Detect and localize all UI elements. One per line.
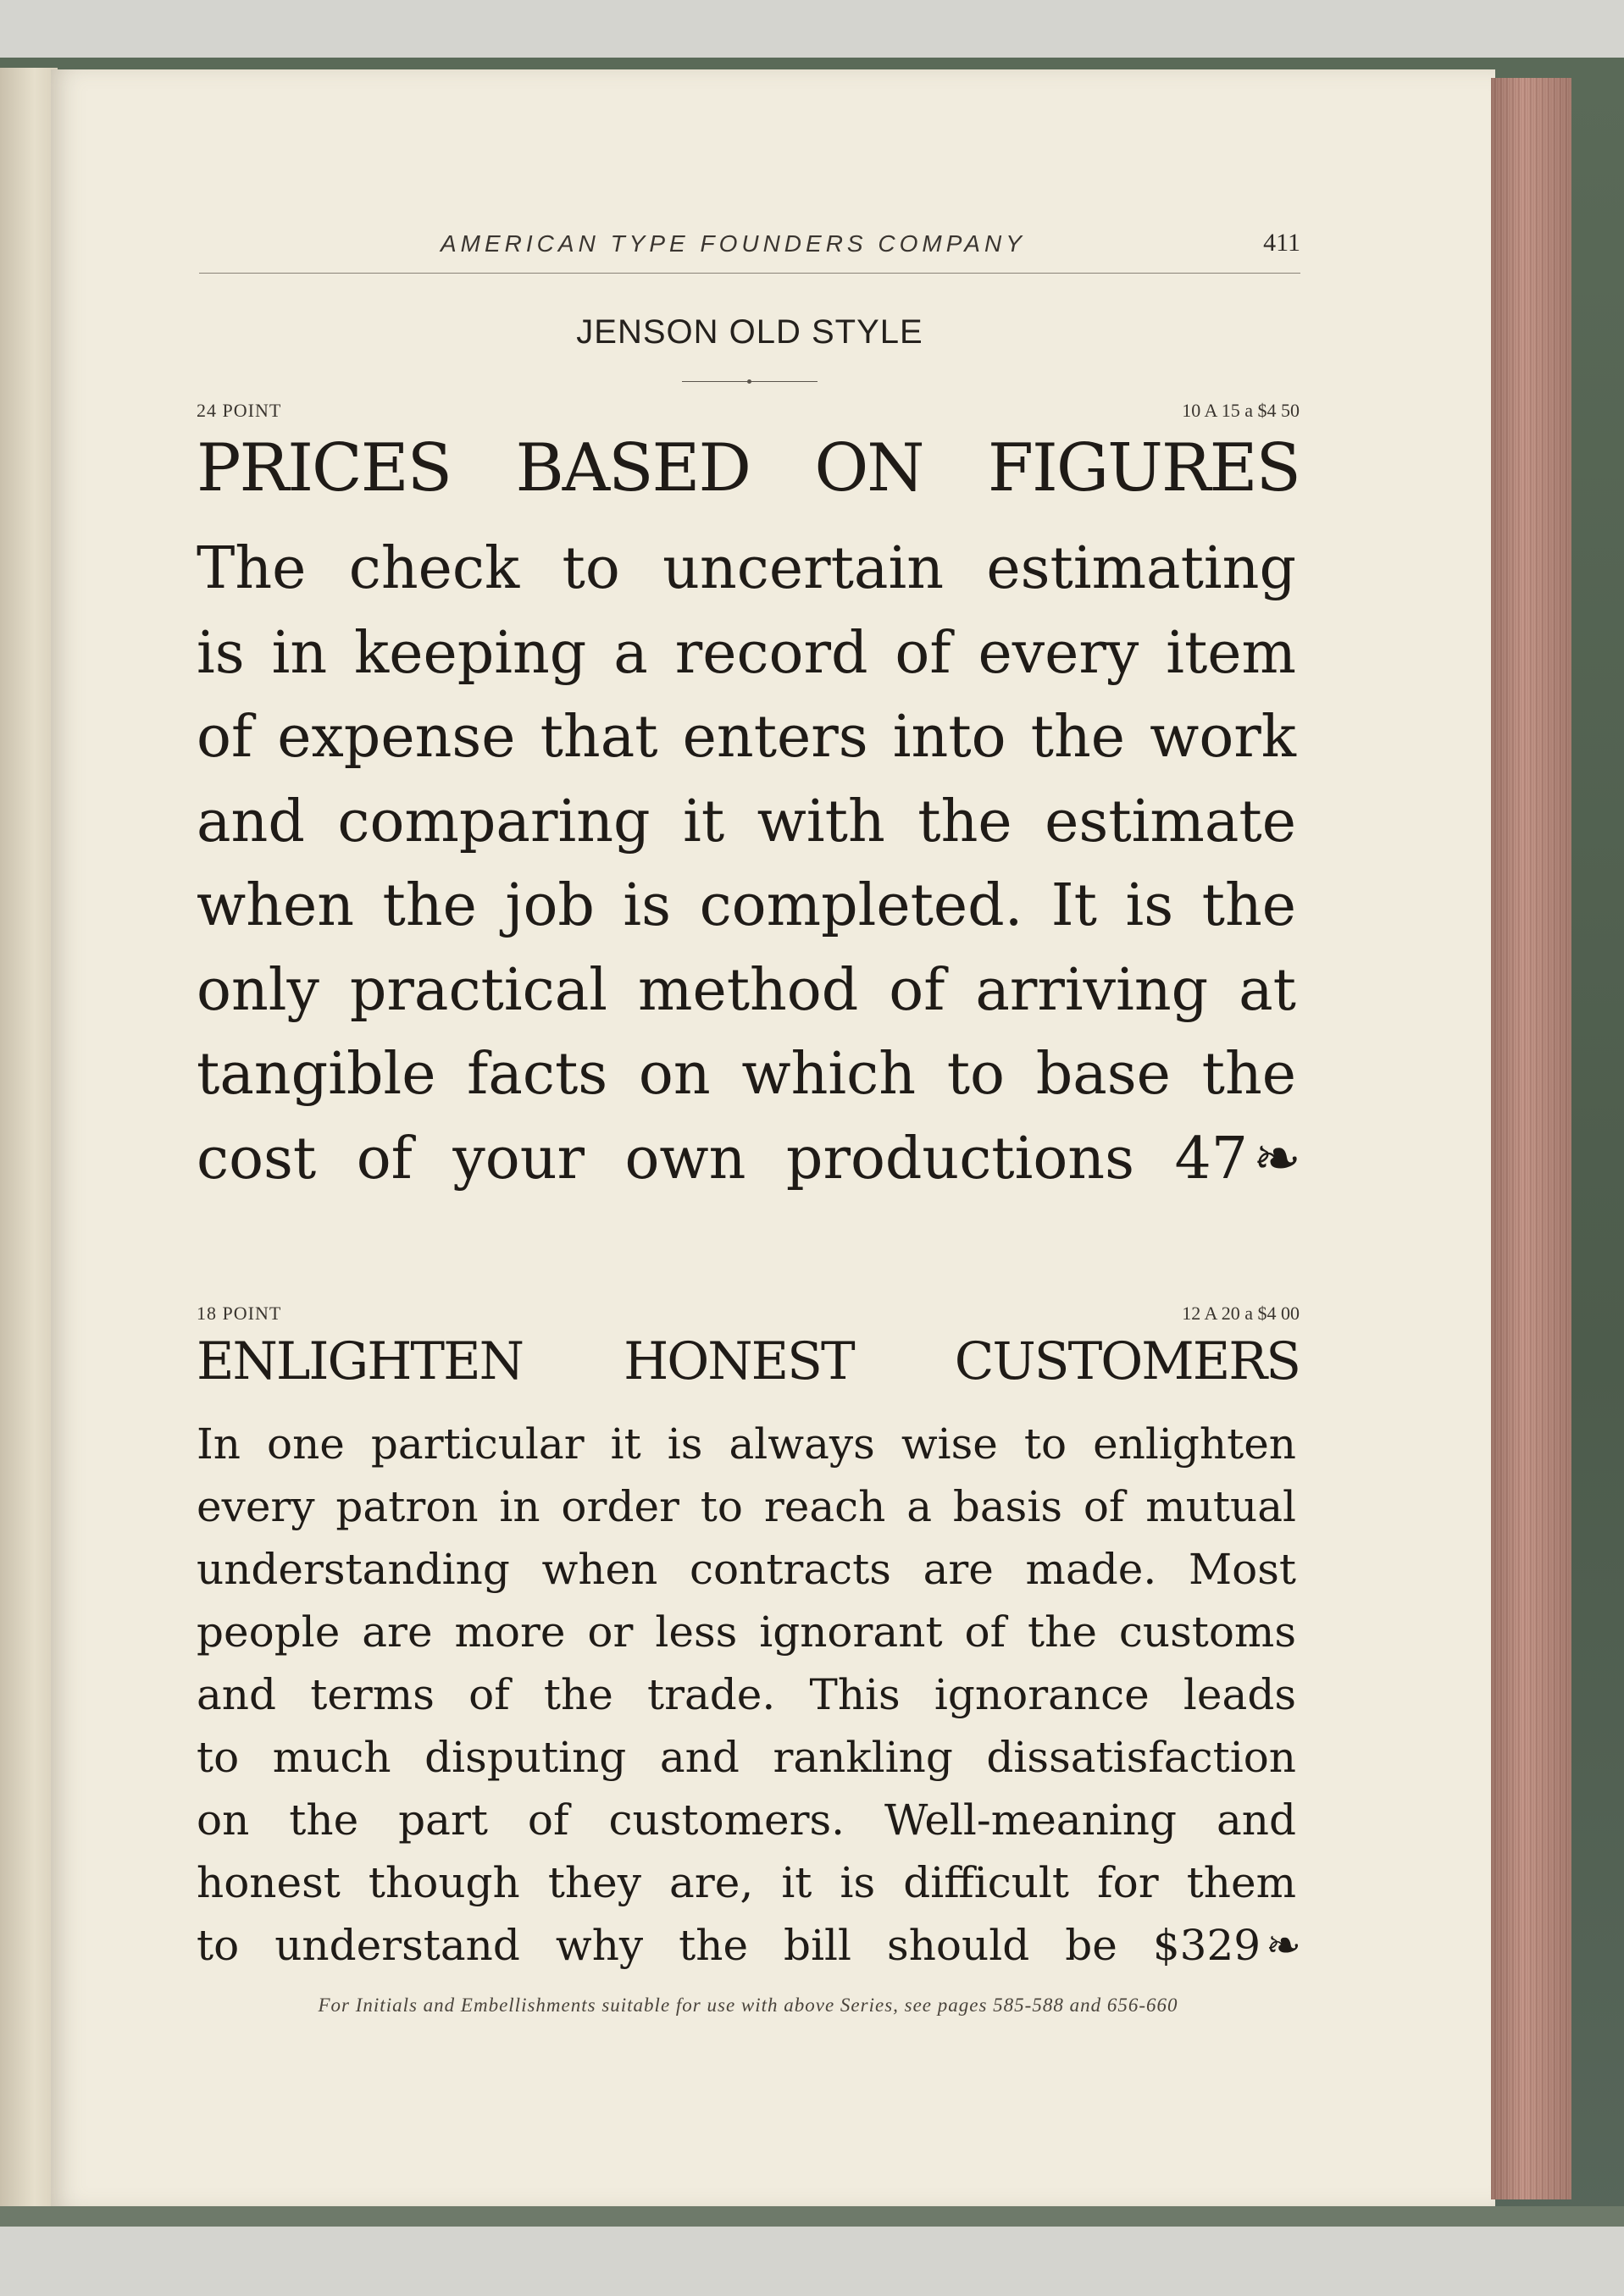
line-text: of expense that enters into the work xyxy=(197,704,1296,771)
facing-page-edge xyxy=(0,68,58,2215)
text-line xyxy=(197,527,1300,611)
fleuron-ornament-icon: ❧ xyxy=(1253,1125,1301,1192)
header-rule xyxy=(199,273,1300,274)
footnote: For Initials and Embellishments suitable for use with above Series, see pages 585-588 and 656-660 xyxy=(318,1994,1178,2016)
line-text: The check to uncertain estimating xyxy=(197,535,1296,602)
line-text: when the job is completed. It is the xyxy=(197,872,1296,939)
fleuron-ornament-icon: ❧ xyxy=(1266,1921,1301,1970)
line-text: In one particular it is always wise to enlighten xyxy=(197,1419,1296,1469)
spec-row-18 xyxy=(197,1303,1300,1328)
text-line xyxy=(197,1601,1300,1663)
line-text: people are more or less ignorant of the customs xyxy=(197,1607,1296,1657)
line-text: is in keeping a record of every item xyxy=(197,619,1296,687)
text-line xyxy=(197,1851,1300,1914)
size-label: 18 POINT xyxy=(197,1303,282,1324)
paragraph-24 xyxy=(197,527,1300,1201)
header-company: AMERICAN TYPE FOUNDERS COMPANY xyxy=(441,230,1026,257)
line-text: on the part of customers. Well-meaning and xyxy=(197,1795,1296,1845)
line-text: every patron in order to reach a basis of mutual xyxy=(197,1482,1296,1531)
text-line xyxy=(197,1914,1300,1977)
line-text: and terms of the trade. This ignorance leads xyxy=(197,1670,1296,1719)
text-line xyxy=(197,864,1300,949)
line-text: to understand why the bill should be $329 xyxy=(197,1921,1261,1970)
line-text: only practical method of arriving at xyxy=(197,956,1296,1024)
font-count: 12 A 20 a $4 00 xyxy=(1182,1303,1300,1324)
line-text: to much disputing and rankling dissatisfaction xyxy=(197,1733,1296,1782)
paragraph-18 xyxy=(197,1413,1300,1977)
text-line xyxy=(197,1475,1300,1538)
line-text: understanding when contracts are made. Most xyxy=(197,1545,1296,1594)
text-line xyxy=(197,1032,1300,1117)
headline-18: ENLIGHTEN HONEST CUSTOMERS xyxy=(197,1331,1300,1391)
text-line xyxy=(197,611,1300,696)
text-line xyxy=(197,1117,1300,1202)
text-line xyxy=(197,780,1300,865)
page-stack-shadow xyxy=(1491,78,1571,2199)
size-label: 24 POINT xyxy=(197,400,282,421)
text-line xyxy=(197,1789,1300,1851)
page-number: 411 xyxy=(1263,229,1300,257)
bottom-binding xyxy=(0,2206,1624,2227)
running-header xyxy=(199,230,1300,273)
text-line xyxy=(197,1413,1300,1475)
text-line xyxy=(197,1726,1300,1789)
line-text: honest though they are, it is difficult for them xyxy=(197,1858,1296,1907)
ornament-rule xyxy=(682,379,818,385)
text-line xyxy=(197,949,1300,1033)
text-line xyxy=(197,695,1300,780)
headline-24: PRICES BASED ON FIGURES xyxy=(197,430,1300,506)
line-text: and comparing it with the estimate xyxy=(197,788,1296,855)
line-text: cost of your own productions 47 xyxy=(197,1125,1249,1192)
spec-row-24 xyxy=(197,400,1300,425)
line-text: tangible facts on which to base the xyxy=(197,1041,1296,1108)
font-count: 10 A 15 a $4 50 xyxy=(1182,400,1300,421)
text-line xyxy=(197,1538,1300,1601)
text-line xyxy=(197,1663,1300,1726)
series-title: JENSON OLD STYLE xyxy=(576,313,923,351)
